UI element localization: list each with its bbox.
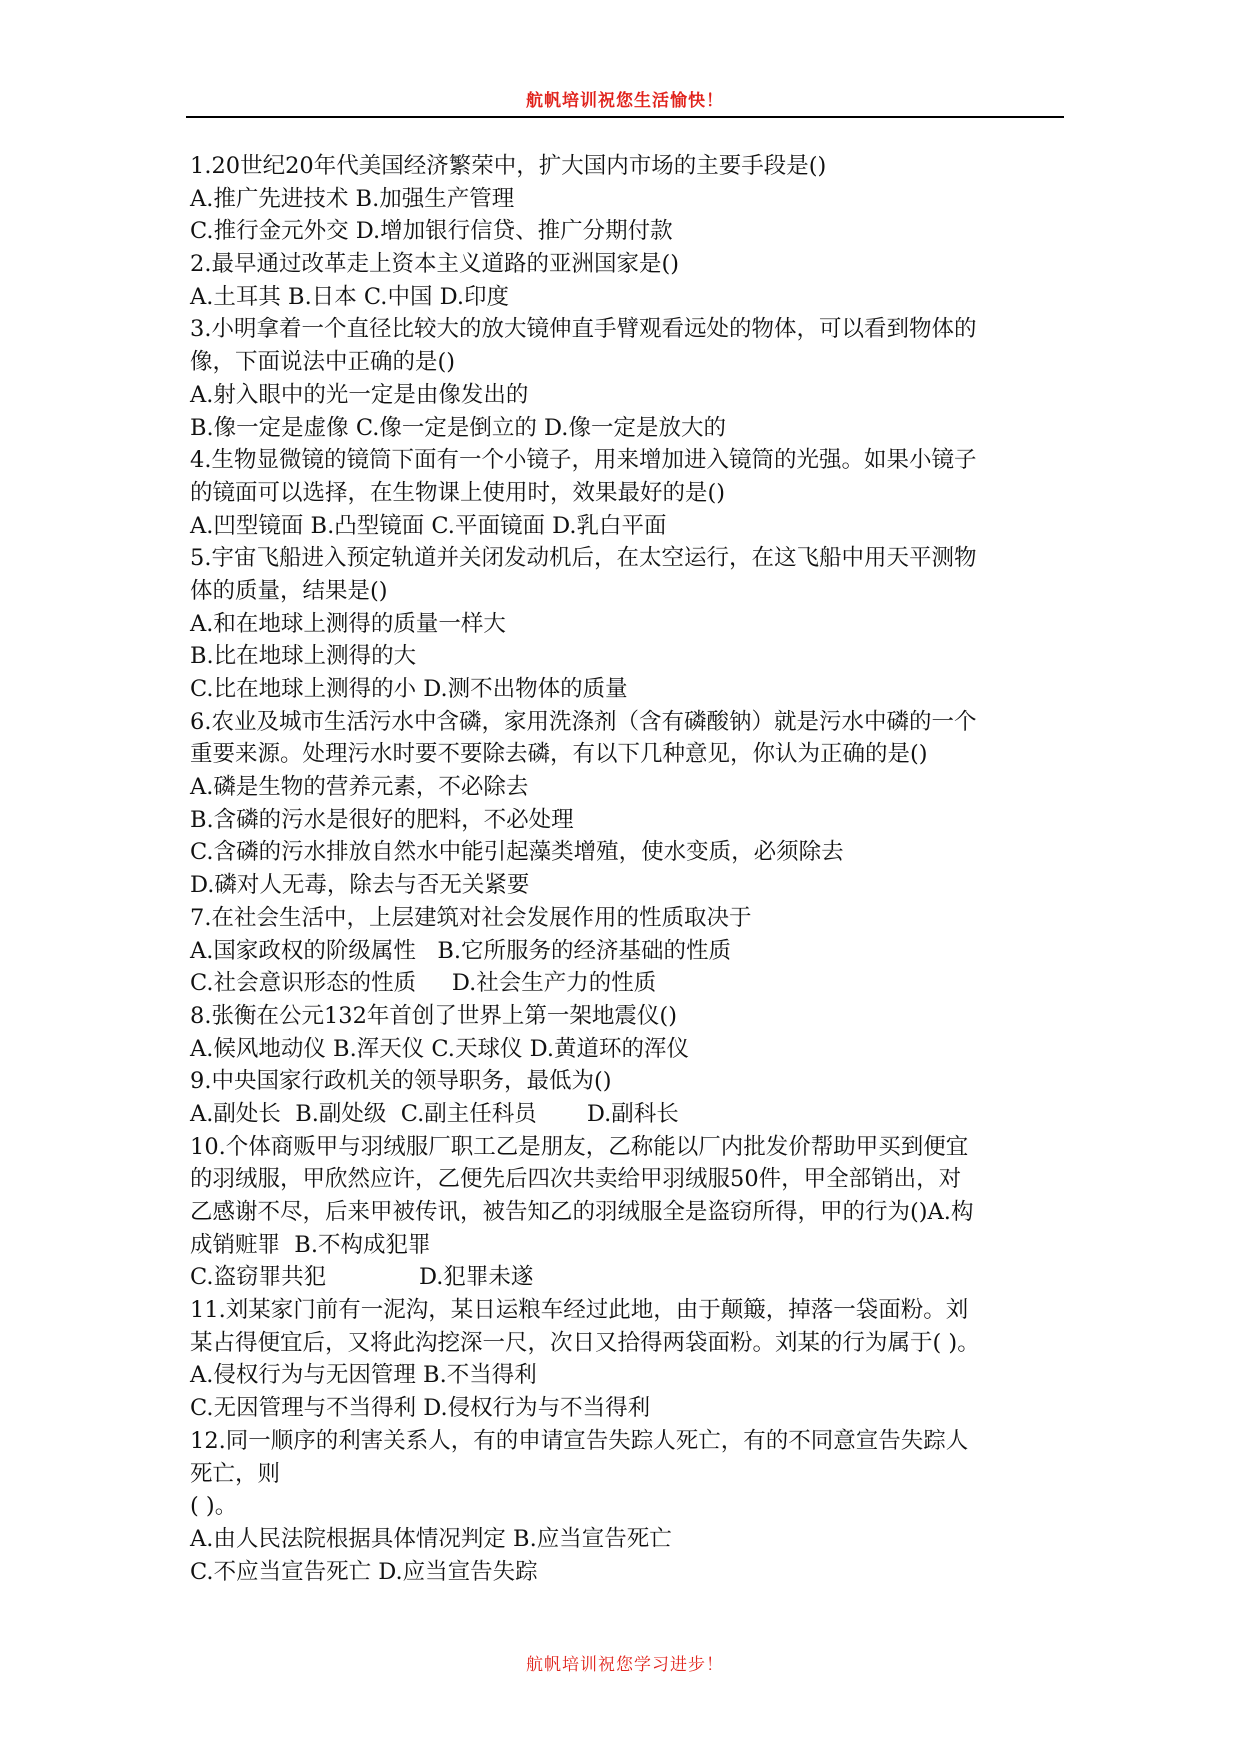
text-line: 死亡，则	[190, 1460, 281, 1487]
text-line: A.副处长 B.副处级 C.副主任科员 D.副科长	[190, 1100, 679, 1127]
text-line: C.推行金元外交 D.增加银行信贷、推广分期付款	[190, 218, 673, 245]
text-line: A.射入眼中的光一定是由像发出的	[190, 381, 529, 408]
text-line: 重要来源。处理污水时要不要除去磷，有以下几种意见，你认为正确的是()	[190, 741, 928, 768]
text-line: C.不应当宣告死亡 D.应当宣告失踪	[190, 1558, 538, 1585]
text-line: 12.同一顺序的利害关系人，有的申请宣告失踪人死亡，有的不同意宣告失踪人	[190, 1427, 969, 1454]
text-line: 乙感谢不尽，后来甲被传讯，被告知乙的羽绒服全是盗窃所得，甲的行为()A.构	[190, 1199, 974, 1225]
text-line: D.磷对人无毒，除去与否无关紧要	[190, 872, 530, 899]
text-line: 成销赃罪 B.不构成犯罪	[190, 1231, 431, 1258]
text-line: A.国家政权的阶级属性 B.它所服务的经济基础的性质	[190, 937, 732, 964]
text-line: C.比在地球上测得的小 D.测不出物体的质量	[190, 676, 628, 702]
text-line: 3.小明拿着一个直径比较大的放大镜伸直手臂观看远处的物体，可以看到物体的	[190, 316, 977, 343]
text-line: C.社会意识形态的性质 D.社会生产力的性质	[190, 970, 657, 997]
header-divider	[186, 116, 1064, 118]
text-line: A.土耳其 B.日本 C.中国 D.印度	[190, 283, 509, 310]
text-line: 的镜面可以选择，在生物课上使用时，效果最好的是()	[190, 479, 726, 506]
text-line: 7.在社会生活中，上层建筑对社会发展作用的性质取决于	[190, 904, 752, 931]
text-line: 9.中央国家行政机关的领导职务，最低为()	[190, 1068, 612, 1095]
text-line: A.侵权行为与无因管理 B.不当得利	[190, 1362, 537, 1389]
text-line: A.凹型镜面 B.凸型镜面 C.平面镜面 D.乳白平面	[190, 512, 667, 539]
page-header: 航帆培训祝您生活愉快！	[526, 91, 724, 111]
text-line: B.像一定是虚像 C.像一定是倒立的 D.像一定是放大的	[190, 414, 726, 441]
text-line: 10.个体商贩甲与羽绒服厂职工乙是朋友，乙称能以厂内批发价帮助甲买到便宜	[190, 1133, 969, 1160]
text-line: 6.农业及城市生活污水中含磷，家用洗涤剂（含有磷酸钠）就是污水中磷的一个	[190, 708, 977, 735]
text-line: 体的质量，结果是()	[190, 577, 388, 604]
text-line: A.候风地动仪 B.浑天仪 C.天球仪 D.黄道环的浑仪	[190, 1035, 689, 1062]
text-line: A.由人民法院根据具体情况判定 B.应当宣告死亡	[190, 1525, 672, 1552]
text-line: 4.生物显微镜的镜筒下面有一个小镜子，用来增加进入镜筒的光强。如果小镜子	[190, 447, 977, 474]
text-line: 像，下面说法中正确的是()	[190, 349, 456, 376]
text-line: A.推广先进技术 B.加强生产管理	[190, 185, 515, 212]
text-line: 2.最早通过改革走上资本主义道路的亚洲国家是()	[190, 251, 680, 278]
text-line: 某占得便宜后，又将此沟挖深一尺，次日又拾得两袋面粉。刘某的行为属于( )。	[190, 1329, 980, 1356]
text-line: 5.宇宙飞船进入预定轨道并关闭发动机后，在太空运行，在这飞船中用天平测物	[190, 545, 977, 572]
text-line: ( )。	[190, 1493, 238, 1520]
text-line: C.含磷的污水排放自然水中能引起藻类增殖，使水变质，必须除去	[190, 839, 844, 866]
page-footer: 航帆培训祝您学习进步！	[526, 1655, 724, 1675]
text-line: 11.刘某家门前有一泥沟，某日运粮车经过此地，由于颠簸，掉落一袋面粉。刘	[190, 1297, 969, 1324]
text-line: C.无因管理与不当得利 D.侵权行为与不当得利	[190, 1395, 651, 1422]
text-line: 的羽绒服，甲欣然应许，乙便先后四次共卖给甲羽绒服50件，甲全部销出，对	[190, 1166, 962, 1193]
text-line: A.磷是生物的营养元素，不必除去	[190, 774, 529, 801]
text-line: B.比在地球上测得的大	[190, 643, 417, 670]
text-line: 8.张衡在公元132年首创了世界上第一架地震仪()	[190, 1002, 677, 1029]
text-line: 1.20世纪20年代美国经济繁荣中，扩大国内市场的主要手段是()	[190, 153, 827, 179]
text-line: A.和在地球上测得的质量一样大	[190, 610, 506, 637]
text-line: B.含磷的污水是很好的肥料，不必处理	[190, 806, 574, 833]
text-line: C.盗窃罪共犯 D.犯罪未遂	[190, 1264, 534, 1291]
document-body	[190, 150, 1060, 1588]
